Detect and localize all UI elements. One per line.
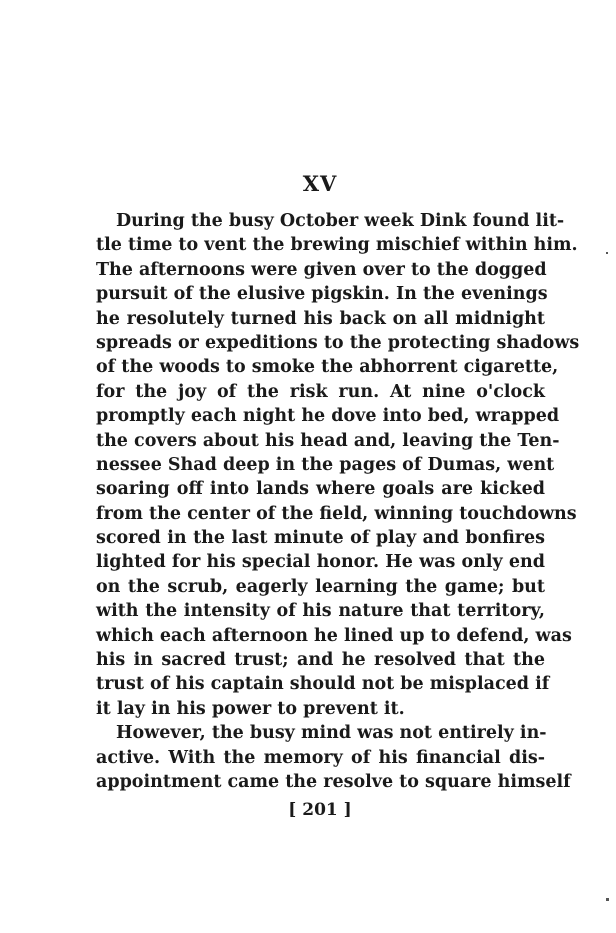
- text-line: for the joy of the risk run. At nine o'clock: [96, 381, 545, 402]
- text-line: pursuit of the elusive pigskin. In the evenings: [96, 284, 548, 305]
- scan-speck: [606, 252, 608, 254]
- text-line: trust of his captain should not be misplaced if: [96, 674, 550, 695]
- text-line: his in sacred trust; and he resolved that the: [96, 650, 545, 671]
- text-line: tle time to vent the brewing mischief within him.: [96, 235, 578, 256]
- text-line: nessee Shad deep in the pages of Dumas, went: [96, 454, 555, 475]
- text-line: During the busy October week Dink found lit-: [116, 211, 565, 231]
- text-line: it lay in his power to prevent it.: [96, 698, 405, 719]
- text-line: he resolutely turned his back on all midnight: [96, 308, 545, 329]
- text-line: the covers about his head and, leaving the Ten-: [96, 430, 560, 451]
- text-line: with the intensity of his nature that territory,: [96, 601, 545, 622]
- text-line: appointment came the resolve to square himself: [96, 771, 571, 792]
- text-line: on the scrub, eagerly learning the game; but: [96, 576, 545, 597]
- text-line: which each afternoon he lined up to defend, was: [96, 625, 572, 646]
- scan-speck: [606, 898, 609, 901]
- text-line: The afternoons were given over to the dogged: [96, 259, 547, 280]
- text-line: However, the busy mind was not entirely in-: [116, 723, 547, 744]
- body-text: [96, 209, 580, 794]
- text-line: active. With the memory of his financial dis-: [96, 747, 545, 768]
- text-line: promptly each night he dove into bed, wrapped: [96, 406, 560, 427]
- text-line: lighted for his special honor. He was only end: [96, 552, 545, 573]
- page-number: [ 201 ]: [288, 800, 352, 820]
- text-line: spreads or expeditions to the protecting shadows: [96, 332, 580, 353]
- text-line: of the woods to smoke the abhorrent cigarette,: [96, 357, 559, 378]
- chapter-heading: XV: [302, 171, 338, 196]
- text-line: scored in the last minute of play and bonfires: [96, 528, 545, 549]
- text-line: from the center of the field, winning touchdowns: [96, 503, 577, 524]
- text-line: soaring off into lands where goals are kicked: [96, 479, 545, 500]
